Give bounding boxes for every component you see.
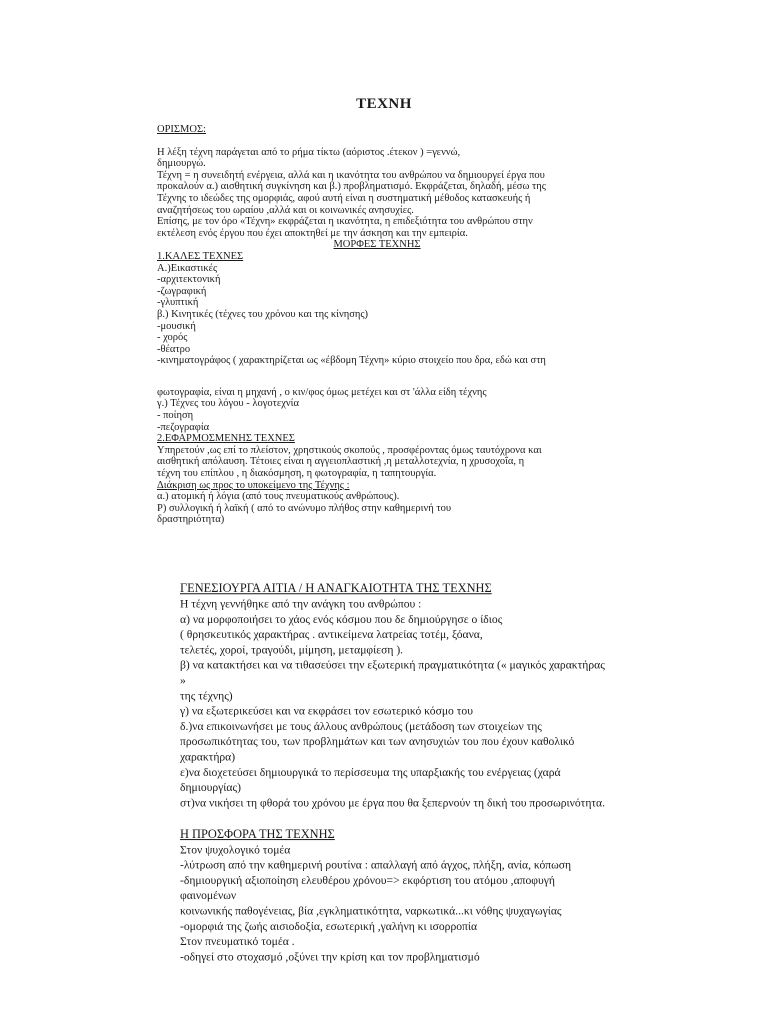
fine-arts-line: -θέατρο (157, 343, 191, 355)
definition-line: δημιουργώ. (157, 158, 206, 170)
offer-line: -οδηγεί στο στοχασμό ,οξύνει την κρίση και τον προβληματισμό (180, 950, 480, 964)
forms-heading: ΜΟΡΦΕΣ ΤΕΧΝΗΣ (333, 239, 421, 251)
distinction-heading: Διάκριση ως προς το υποκείμενο της Τέχνης : (157, 479, 350, 491)
offer-line: Στον ψυχολογικό τομέα (180, 843, 291, 857)
fine-arts-line: Α.)Εικαστικές (157, 262, 218, 274)
causes-line: χαρακτήρα) (180, 750, 236, 764)
offer-line: -ομορφιά της ζωής αισιοδοξία, εσωτερική ,γαλήνη κι ισορροπία (180, 919, 478, 933)
definition-line: προκαλούν α.) αισθητική συγκίνηση και β.) προβληματισμό. Εκφράζεται, δηλαδή, μέσω της (157, 181, 546, 193)
applied-arts-heading: 2.ΕΦΑΡΜΟΣΜΕΝΗΣ ΤΕΧΝΕΣ (157, 433, 295, 445)
causes-line: ( θρησκευτικός χαρακτήρας . αντικείμενα λατρείας τοτέμ, ξόανα, (180, 627, 483, 642)
offer-line: -λύτρωση από την καθημερινή ρουτίνα : απαλλαγή από άγχος, πλήξη, ανία, κόπωση (180, 858, 572, 872)
causes-line: β) να κατακτήσει και να τιθασεύσει την εξωτερική πραγματικότητα (« μαγικός χαρακτήρας » (180, 658, 605, 688)
distinction-line: δραστηριότητα) (157, 514, 225, 526)
fine-arts-line: -πεζογραφία (157, 421, 210, 433)
fine-arts-line: -αρχιτεκτονική (157, 274, 221, 286)
definition-heading: ΟΡΙΣΜΟΣ: (157, 124, 206, 135)
distinction-line: α.) ατομική ή λόγια (από τους πνευματικούς ανθρώπους). (157, 491, 400, 503)
causes-line: της τέχνης) (180, 689, 233, 703)
definition-line: αναζητήσεως του ωραίου ,αλλά και οι κοινωνικές ανησυχίες. (157, 204, 414, 216)
applied-arts-line: αισθητική απόλαυση. Τέτοιες είναι η αγγειοπλαστική ,η μεταλλοτεχνία, η χρυσοχοΐα, η (157, 456, 525, 468)
fine-arts-heading: 1.ΚΑΛΕΣ ΤΕΧΝΕΣ (157, 250, 244, 262)
applied-arts-line: Υπηρετούν ,ως επί το πλείστον, χρηστικούς σκοπούς , προσφέροντας όμως ταυτόχρονα και (157, 444, 542, 456)
fine-arts-line: β.) Κινητικές (τέχνες του χρόνου και της κίνησης) (157, 308, 369, 320)
fine-arts-line: -ζωγραφική (157, 285, 207, 297)
offer-line: κοινωνικής παθογένειας, βία ,εγκληματικότητα, ναρκωτικά...κι νόθης ψυχαγωγίας (180, 904, 562, 918)
fine-arts-line: -μουσική (157, 320, 196, 332)
causes-line: Η τέχνη γεννήθηκε από την ανάγκη του ανθρώπου : (180, 597, 422, 611)
fine-arts-line: φωτογραφία, είναι η μηχανή , ο κιν/φος όμως μετέχει και στ 'άλλα είδη τέχνης (157, 386, 487, 398)
distinction-line: Ρ) συλλογική ή λαϊκή ( από το ανώνυμο πλήθος στην καθημερινή του (157, 502, 452, 514)
fine-arts-line: - ποίηση (157, 410, 194, 422)
offer-heading: Η ΠΡΟΣΦΟΡΑ ΤΗΣ ΤΕΧΝΗΣ (180, 826, 335, 842)
offer-line: Στον πνευματικό τομέα . (180, 934, 295, 949)
causes-line: προσωπικότητας του, των προβλημάτων και των ανησυχιών του που έχουν καθολικό (180, 735, 575, 749)
definition-line: Τέχνης το ιδεώδες της ομορφιάς, αφού αυτή είναι η συστηματική μέθοδος κατασκευής ή (157, 192, 531, 204)
applied-arts-line: τέχνη του επίπλου , η διακόσμηση, η φωτογραφία, η ταπητουργία. (157, 468, 437, 480)
definition-line: Η λέξη τέχνη παράγεται από το ρήμα τίκτω (αόριστος .έτεκον ) =γεννώ, (157, 146, 461, 158)
causes-line: ε)να διοχετεύσει δημιουργικά το περίσσευμα της υπαρξιακής του ενέργειας (χαρά (180, 765, 561, 779)
causes-line: δημιουργίας) (180, 780, 241, 795)
causes-line: γ) να εξωτερικεύσει και να εκφράσει τον εσωτερικό κόσμο του (180, 704, 473, 718)
definition-line: Τέχνη = η συνειδητή ενέργεια, αλλά και η ικανότητα του ανθρώπου να δημιουργεί έργα που (157, 169, 545, 181)
fine-arts-line: -γλυπτική (157, 297, 199, 309)
causes-line: στ)να νικήσει τη φθορά του χρόνου με έργα που θα ξεπερνούν τη δική του προσωρινότητα. (180, 796, 606, 810)
offer-line: -δημιουργική αξιοποίηση ελευθέρου χρόνου=> εκφόρτιση του ατόμου ,αποφυγή φαινομένων (180, 873, 555, 903)
definition-line: εκτέλεση ενός έργου που έχει αποκτηθεί με την άσκηση και την εμπειρία. (157, 227, 468, 239)
causes-line: δ.)να επικοινωνήσει με τους άλλους ανθρώπους (μετάδοση των στοιχείων της (180, 719, 542, 733)
page-title: ΤΕΧΝΗ (356, 96, 412, 112)
causes-line: α) να μορφοποιήσει το χάος ενός κόσμου που δε δημιούργησε ο ίδιος (180, 612, 503, 626)
first-section (157, 124, 597, 526)
second-section (180, 581, 608, 965)
definition-line: Επίσης, με τον όρο «Τέχνη» εκφράζεται η ικανότητα, η επιδεξιότητα του ανθρώπου στην (157, 216, 533, 228)
causes-line: τελετές, χοροί, τραγούδι, μίμηση, μεταμφίεση ). (180, 643, 404, 657)
fine-arts-line: γ.) Τέχνες του λόγου - λογοτεχνία (157, 398, 299, 410)
causes-heading: ΓΕΝΕΣΙΟΥΡΓΑ ΑΙΤΙΑ / Η ΑΝΑΓΚΑΙΟΤΗΤΑ ΤΗΣ ΤΕΧΝΗΣ (180, 581, 492, 596)
fine-arts-line: - χορός (157, 332, 188, 344)
fine-arts-line: -κινηματογράφος ( χαρακτηρίζεται ως «έβδομη Τέχνη» κύριο στοιχείο που δρα, εδώ και στη (157, 355, 546, 367)
